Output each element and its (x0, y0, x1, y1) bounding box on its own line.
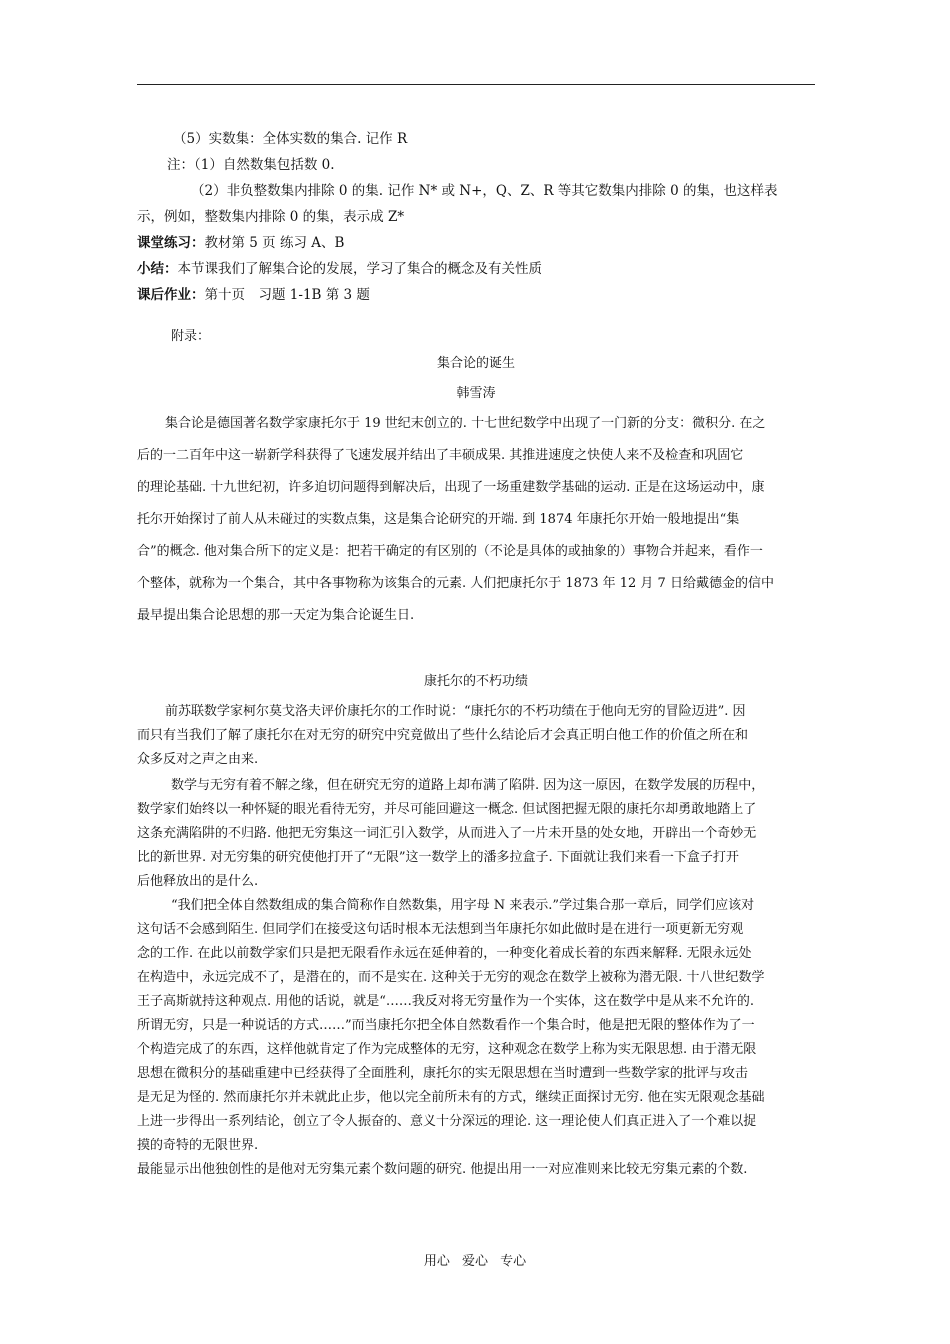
homework (137, 282, 815, 308)
paragraph-birth (137, 408, 815, 632)
para4-line: 摸的奇特的无限世界. (137, 1138, 259, 1153)
paragraph-natural-numbers (137, 894, 815, 1182)
note-exclude-zero-line2: 示，例如，整数集内排除 0 的集，表示成 Z* (137, 209, 405, 225)
para1-line: 集合论是德国著名数学家康托尔于 19 世纪末创立的. 十七世纪数学中出现了一门新的分支：微积分. 在之 (165, 416, 766, 431)
para4-line: 在构造中，永远完成不了，是潜在的，而不是实在. 这种关于无穷的观念在数学上被称为潜无限. 十八世纪数学 (137, 970, 765, 985)
practice-text: 教材第 5 页 练习 A、B (204, 235, 345, 251)
para3-line: 数学与无穷有着不解之缘，但在研究无穷的道路上却布满了陷阱. 因为这一原因，在数学发展的历程中， (171, 778, 765, 793)
para4-line: 是无足为怪的. 然而康托尔并未就此止步，他以完全前所未有的方式，继续正面探讨无穷. 他在实无限观念基础 (137, 1090, 765, 1105)
para3-line: 后他释放出的是什么. (137, 874, 259, 889)
para1-line: 合”的概念. 他对集合所下的定义是：把若干确定的有区别的（不论是具体的或抽象的）事物合并起来，看作一 (137, 544, 763, 559)
article-title-achievement: 康托尔的不朽功绩 (423, 674, 528, 689)
para3-line: 这条充满陷阱的不归路. 他把无穷集这一词汇引入数学，从而进入了一片未开垦的处女地，开辟出一个奇妙无 (137, 826, 757, 841)
para1-line: 托尔开始探讨了前人从未碰过的实数点集，这是集合论研究的开端. 到 1874 年康托尔开始一般地提出“集 (137, 512, 740, 527)
para2-line: 前苏联数学家柯尔莫戈洛夫评价康托尔的工作时说：“康托尔的不朽功绩在于他向无穷的冒险迈进”. 因 (165, 704, 746, 719)
para1-line: 后的一二百年中这一崭新学科获得了飞速发展并结出了丰硕成果. 其推进速度之快使人来不及检查和巩固它 (137, 448, 744, 463)
para4-line: 王子高斯就持这种观点. 用他的话说，就是“……我反对将无穷量作为一个实体，这在数学中是从来不允许的. (137, 994, 755, 1009)
appendix-label: 附录： (171, 329, 211, 344)
article-title-birth: 集合论的诞生 (436, 356, 515, 371)
lesson-section (137, 126, 815, 308)
header-rule (137, 84, 815, 85)
paragraph-kolmogorov (137, 700, 815, 772)
note-exclude-zero-line1: （2）非负整数集内排除 0 的集. 记作 N* 或 N+，Q、Z、R 等其它数集内排除 0 的集，也这样表 (191, 183, 778, 199)
para2-line: 而只有当我们了解了康托尔在对无穷的研究中究竟做出了些什么结论后才会真正明白他工作的价值之所在和 (137, 728, 749, 743)
para4-line: 念的工作. 在此以前数学家们只是把无限看作永远在延伸着的，一种变化着成长着的东西来解释. 无限永远处 (137, 946, 752, 961)
para4-line: “我们把全体自然数组成的集合简称作自然数集，用字母 N 来表示.”学过集合那一章后，同学们应该对 (171, 898, 755, 913)
homework-text: 第十页 习题 1-1B 第 3 题 (204, 287, 370, 303)
paragraph-infinity (137, 774, 815, 894)
para4-line: 思想在微积分的基础重建中已经获得了全面胜利，康托尔的实无限思想在当时遭到一些数学家的批评与攻击 (137, 1066, 749, 1081)
appendix-section (137, 326, 815, 406)
para4-line: 所谓无穷，只是一种说话的方式……”而当康托尔把全体自然数看作一个集合时，他是把无限的整体作为了一 (137, 1018, 755, 1033)
para2-line: 众多反对之声之由来. (137, 752, 259, 767)
para1-line: 的理论基础. 十九世纪初，许多迫切问题得到解决后，出现了一场重建数学基础的运动. 正是在这场运动中，康 (137, 480, 765, 495)
summary-label: 小结： (137, 261, 178, 277)
note-natural-numbers: 注：（1）自然数集包括数 0. (167, 157, 335, 173)
para1-line: 最早提出集合论思想的那一天定为集合论诞生日. (137, 608, 415, 623)
para3-line: 数学家们始终以一种怀疑的眼光看待无穷，并尽可能回避这一概念. 但试图把握无限的康托尔却勇敢地踏上了 (137, 802, 757, 817)
para3-line: 比的新世界. 对无穷集的研究使他打开了“无限”这一数学上的潘多拉盒子. 下面就让我们来看一下盒子打开 (137, 850, 739, 865)
classroom-practice (137, 230, 815, 256)
para4-line: 这句话不会感到陌生. 但同学们在接受这句话时根本无法想到当年康托尔如此做时是在进行一项更新无穷观 (137, 922, 744, 937)
practice-label: 课堂练习： (137, 235, 205, 251)
article-author: 韩雪涛 (456, 386, 496, 401)
page-footer: 用心 爱心 专心 (423, 1254, 527, 1269)
article-title-achievement-block (137, 670, 815, 694)
para1-line: 个整体，就称为一个集合，其中各事物称为该集合的元素. 人们把康托尔于 1873 年 12 月 7 日给戴德金的信中 (137, 576, 774, 591)
para5-line: 最能显示出他独创性的是他对无穷集元素个数问题的研究. 他提出用一一对应准则来比较无穷集元素的个数. (137, 1162, 748, 1177)
summary (137, 256, 815, 282)
para4-line: 上进一步得出一系列结论，创立了令人振奋的、意义十分深远的理论. 这一理论使人们真正进入了一个难以捉 (137, 1114, 757, 1129)
homework-label: 课后作业： (137, 287, 205, 303)
para4-line: 个构造完成了的东西，这样他就肯定了作为完成整体的无穷，这种观念在数学上称为实无限思想. 由于潜无限 (137, 1042, 757, 1057)
item-real-numbers: （5）实数集：全体实数的集合. 记作 R (173, 131, 408, 147)
summary-text: 本节课我们了解集合论的发展，学习了集合的概念及有关性质 (177, 261, 542, 277)
